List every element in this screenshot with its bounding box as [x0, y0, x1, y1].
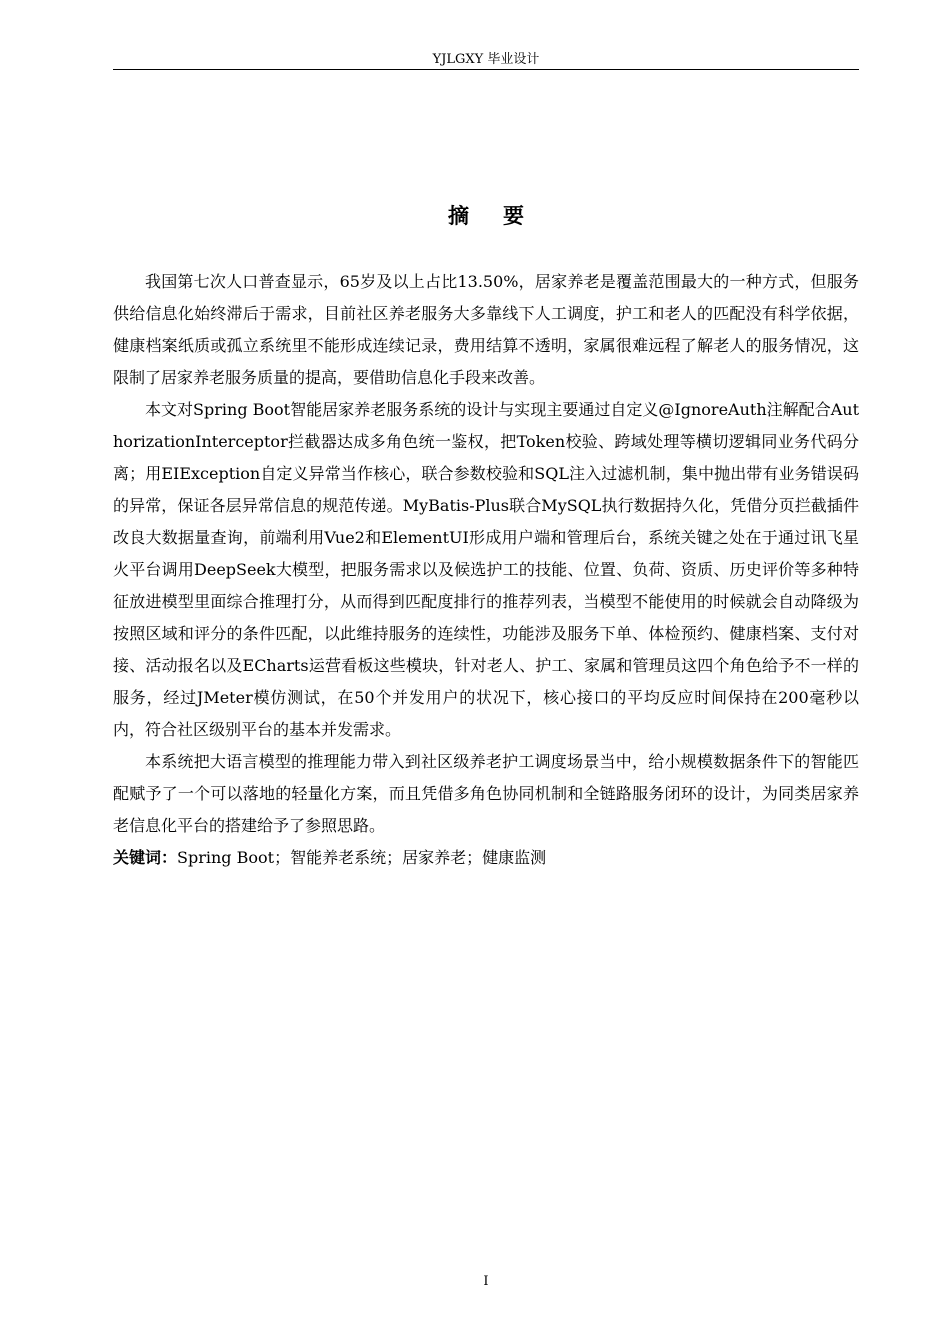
abstract-paragraph-3: 本系统把大语言模型的推理能力带入到社区级养老护工调度场景当中，给小规模数据条件下的智能匹配赋予了一个可以落地的轻量化方案，而且凭借多角色协同机制和全链路服务闭环的设计，为同类居家养老信息化平台的搭建给予了参照思路。	[113, 752, 859, 835]
keywords-label: 关键词：	[113, 848, 178, 867]
abstract-title: 摘要	[448, 203, 558, 228]
abstract-paragraph-1: 我国第七次人口普查显示，65岁及以上占比13.50%，居家养老是覆盖范围最大的一种方式，但服务供给信息化始终滞后于需求，目前社区养老服务大多靠线下人工调度，护工和老人的匹配没有科学依据，健康档案纸质或孤立系统里不能形成连续记录，费用结算不透明，家属很难远程了解老人的服务情况，这限制了居家养老服务质量的提高，要借助信息化手段来改善。	[113, 272, 859, 387]
keywords-text: Spring Boot；智能养老系统；居家养老；健康监测	[177, 848, 547, 867]
abstract-paragraph-2: 本文对Spring Boot智能居家养老服务系统的设计与实现主要通过自定义@IgnoreAuth注解配合AuthorizationInterceptor拦截器达成多角色统一鉴权，把Token校验、跨域处理等横切逻辑同业务代码分离；用EIException自定义异常当作核心，联合参数校验和SQL注入过滤机制，集中抛出带有业务错误码的异常，保证各层异常信息的规范传递。MyBatis-Plus联合MySQL执行数据持久化，凭借分页拦截插件改良大数据量查询，前端利用Vue2和ElementUI形成用户端和管理后台，系统关键之处在于通过讯飞星火平台调用DeepSeek大模型，把服务需求以及候选护工的技能、位置、负荷、资质、历史评价等多种特征放进模型里面综合推理打分，从而得到匹配度排行的推荐列表，当模型不能使用的时候就会自动降级为按照区域和评分的条件匹配，以此维持服务的连续性，功能涉及服务下单、体检预约、健康档案、支付对接、活动报名以及ECharts运营看板这些模块，针对老人、护工、家属和管理员这四个角色给予不一样的服务，经过JMeter模仿测试，在50个并发用户的状况下，核心接口的平均反应时间保持在200毫秒以内，符合社区级别平台的基本并发需求。	[113, 400, 859, 739]
page-header: YJLGXY 毕业设计	[113, 50, 859, 70]
page-number: I	[483, 1274, 489, 1289]
abstract-body	[113, 266, 859, 874]
keywords-line	[113, 842, 859, 874]
